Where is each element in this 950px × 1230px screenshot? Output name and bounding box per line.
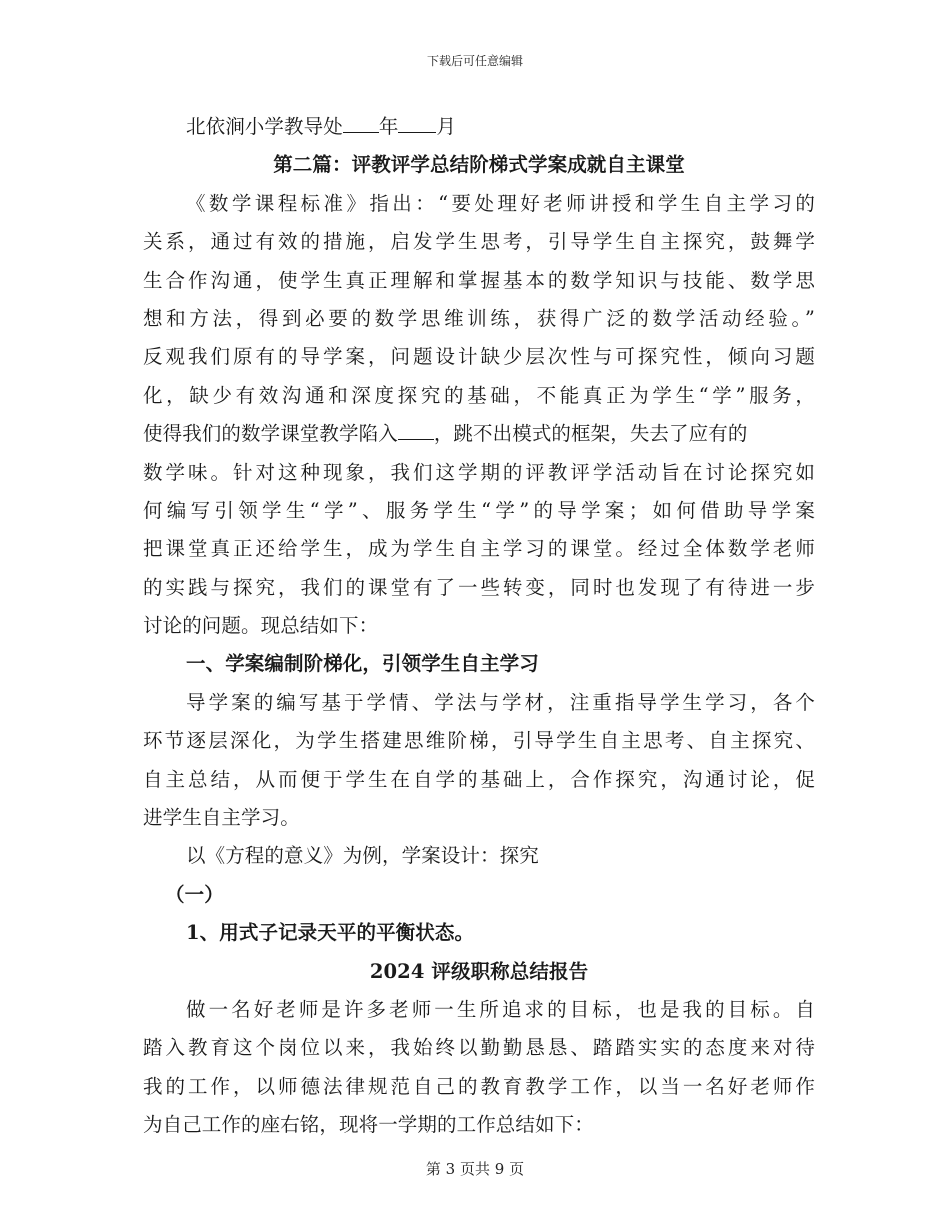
report-title: 2024 评级职称总结报告 — [369, 959, 589, 983]
page-header: 下载后可任意编辑 — [426, 54, 523, 68]
paragraph-line: 数学味。针对这种现象，我们这学期的评教评学活动旨在讨论探究如 — [143, 460, 815, 484]
paragraph-line: 《数学课程标准》指出：“要处理好老师讲授和学生自主学习的 — [186, 191, 815, 215]
paragraph-line: 做一名好老师是许多老师一生所追求的目标，也是我的目标。自 — [186, 997, 815, 1021]
text-after-blank: ，跳不出模式的框架，失去了应有的 — [433, 422, 748, 446]
paragraph-line: 踏入教育这个岗位以来，我始终以勤勤恳恳、踏踏实实的态度来对待 — [143, 1036, 815, 1060]
paragraph-line: 自主总结，从而便于学生在自学的基础上，合作探究，沟通讨论，促 — [143, 767, 815, 791]
paragraph-3 — [143, 991, 815, 1145]
paragraph-line: 反观我们原有的导学案，问题设计缺少层次性与可探究性，倾向习题 — [143, 345, 815, 369]
fill-blank — [398, 420, 434, 440]
section-heading-1: 一、学案编制阶梯化，引领学生自主学习 — [186, 652, 539, 676]
example-line: 以《方程的意义》为例，学案设计：探究 — [186, 844, 539, 868]
paragraph-line: 想和方法，得到必要的数学思维训练，获得广泛的数学活动经验。” — [143, 306, 815, 330]
paragraph-line: 化，缺少有效沟通和深度探究的基础，不能真正为学生“学”服务， — [143, 383, 815, 407]
paragraph-line: 把课堂真正还给学生，成为学生自主学习的课堂。经过全体数学老师 — [143, 537, 815, 561]
paragraph-line: 环节逐层深化，为学生搭建思维阶梯，引导学生自主思考、自主探究、 — [143, 729, 815, 753]
signature-line — [143, 108, 815, 146]
signature-month: 月 — [436, 115, 457, 138]
signature-year: 年 — [378, 115, 399, 138]
document-body — [143, 108, 815, 1145]
month-blank — [398, 113, 436, 133]
section-title: 第二篇：评教评学总结阶梯式学案成就自主课堂 — [273, 153, 685, 177]
list-item: 1、用式子记录天平的平衡状态。 — [186, 921, 475, 945]
paragraph-line: 何编写引领学生“学”、服务学生“学”的导学案；如何借助导学案 — [143, 498, 815, 522]
paragraph-line: 导学案的编写基于学情、学法与学材，注重指导学生学习，各个 — [186, 690, 815, 714]
paragraph-line: 的实践与探究，我们的课堂有了一些转变，同时也发现了有待进一步 — [143, 575, 815, 599]
paragraph-2 — [143, 684, 815, 838]
text-before-blank: 使得我们的数学课堂教学陷入 — [143, 422, 398, 446]
paragraph-line: 为自己工作的座右铭，现将一学期的工作总结如下： — [143, 1113, 594, 1137]
page-footer: 第 3 页共 9 页 — [425, 1160, 525, 1178]
signature-org: 北依涧小学教导处 — [186, 115, 343, 138]
paragraph-line: 生合作沟通，使学生真正理解和掌握基本的数学知识与技能、数学思 — [143, 268, 815, 292]
paragraph-line: 我的工作，以师德法律规范自己的教育教学工作，以当一名好老师作 — [143, 1074, 815, 1098]
paragraph-line-with-blank — [143, 415, 815, 453]
paragraph-line: 进学生自主学习。 — [143, 806, 300, 830]
paragraph-line: 关系，通过有效的措施，启发学生思考，引导学生自主探究，鼓舞学 — [143, 230, 815, 254]
sub-heading: （一） — [165, 882, 224, 906]
paragraph-line: 讨论的问题。现总结如下： — [143, 614, 379, 638]
year-blank — [343, 113, 379, 133]
paragraph-1 — [143, 185, 815, 646]
